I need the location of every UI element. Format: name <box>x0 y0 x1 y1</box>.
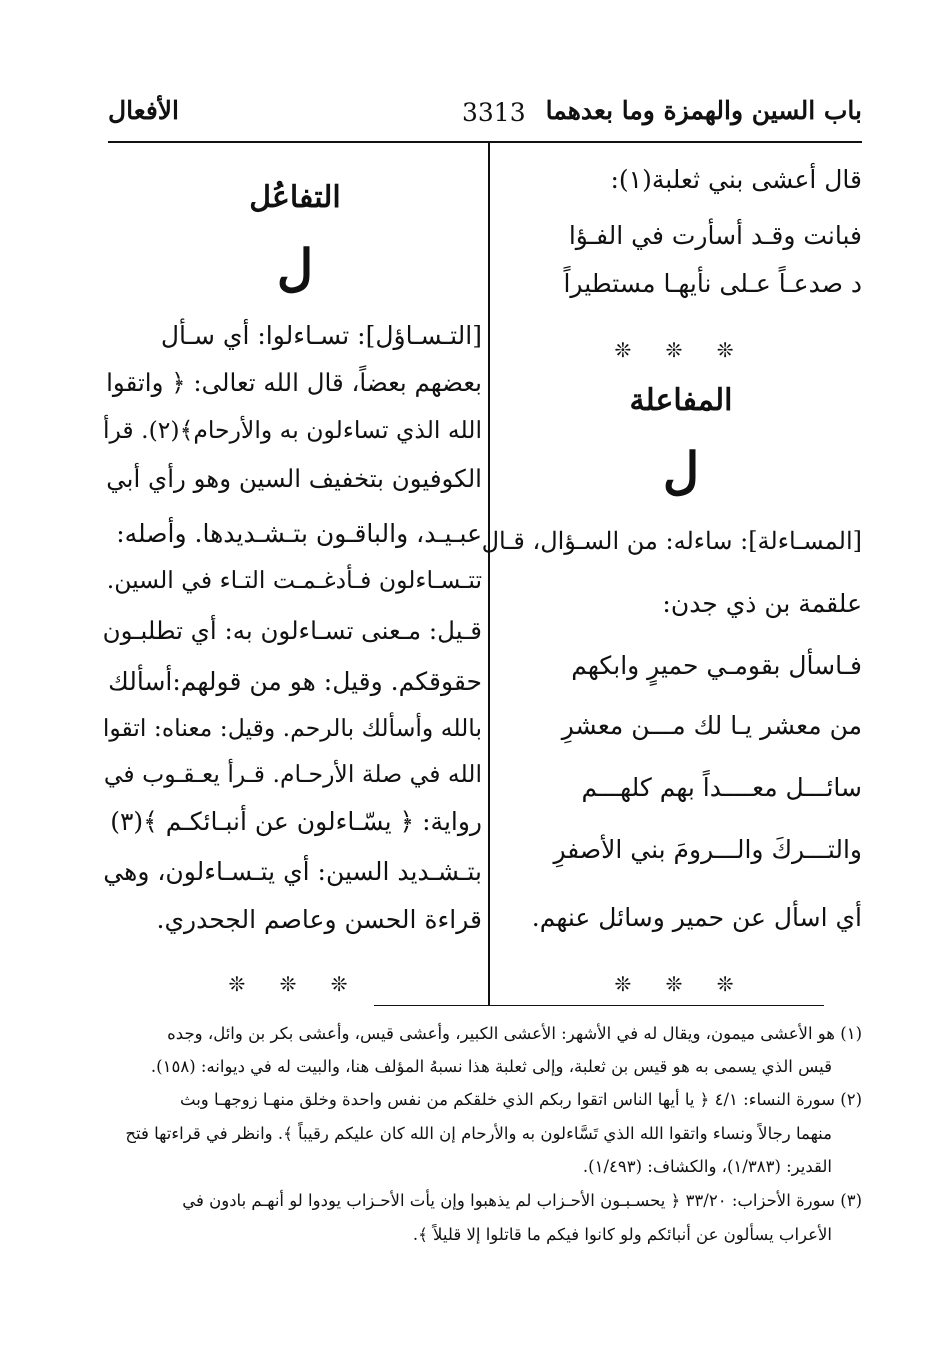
entry-line: قـيل: مـعنى تسـاءلون به: أي تطلبـون <box>102 616 482 645</box>
entry-line: علقمة بن ذي جدن: <box>662 589 862 618</box>
poem-verse: فبانت وقـد أسأرت في الفـؤا <box>568 221 862 250</box>
entry-line: أي اسأل عن حمير وسائل عنهم. <box>531 903 862 932</box>
footnote-line: (٢) سورة النساء: ٤/١ ﴿ يا أيها الناس اتقوا ربكم الذي خلقكم من نفس واحدة وخلق منهـا زوجهـا وبث <box>180 1090 862 1109</box>
intro-line: قال أعشى بني ثعلبة(١): <box>610 165 862 194</box>
poem-verse: سائـــل معــــداً بهم كلهـــم <box>581 773 862 802</box>
section-separator: ❊ ❊ ❊ <box>614 338 748 362</box>
page-header-section-title: الأفعال <box>108 96 179 125</box>
footnote-line: الأعراب يسألون عن أنبائكم ولو كانوا فيكم ما قاتلوا إلا قليلاً ﴾. <box>412 1225 832 1244</box>
section-letter: ل <box>276 238 314 297</box>
entry-line: عبـيـد، والباقـون بتـشـديدها. وأصله: <box>116 519 482 548</box>
section-letter: ل <box>662 441 700 500</box>
entry-line: بتـشـديد السين: أي يتـسـاءلون، وهي <box>103 857 482 886</box>
footnote-line: القدير: (١/٣٨٣)، والكشاف: (١/٤٩٣). <box>582 1157 832 1176</box>
section-heading: المفاعلة <box>629 383 733 418</box>
entry-line: تتـسـاءلون فـأدغـمـت التـاء في السين. <box>106 566 482 594</box>
poem-verse: والتـــركَ والـــرومَ بني الأصفرِ <box>553 835 862 864</box>
entry-line: [التـسـاؤل]: تسـاءلوا: أي سـأل <box>160 321 482 350</box>
poem-verse: من معشر يـا لك مـــن معشرِ <box>561 711 862 740</box>
page-number: 3313 <box>462 98 526 127</box>
entry-line: الكوفيون بتخفيف السين وهو رأي أبي <box>106 464 482 493</box>
page-header-chapter-title: باب السين والهمزة وما بعدهما <box>545 96 862 125</box>
entry-line: [المسـاءلة]: ساءله: من السـؤال، قـال <box>481 527 862 555</box>
entry-line: الله الذي تساءلون به والأرحام﴾(٢). قرأ <box>102 416 482 444</box>
footnote-line: قيس الذي يسمى به هو قيس بن ثعلبة، وإلى ثعلبة هذا نسبهُ المؤلف هنا، والبيت له في ديوانه: (١٥٨). <box>150 1057 832 1076</box>
entry-line: بالله وأسألك بالرحم. وقيل: معناه: اتقوا <box>102 714 482 742</box>
poem-verse: د صدعـاً عـلى نأيهـا مستطيراً <box>563 269 862 298</box>
footnote-rule <box>374 1005 824 1006</box>
section-separator: ❊ ❊ ❊ <box>228 972 362 996</box>
entry-line: الله في صلة الأرحـام. قـرأ يعـقـوب في <box>103 760 482 788</box>
footnote-line: (٣) سورة الأحزاب: ٣٣/٢٠ ﴿ يحسـبـون الأحـزاب لم يذهبوا وإن يأت الأحـزاب يودوا لو أنهـم بادون في <box>182 1191 862 1210</box>
poem-verse: فـاسأل بقومـي حميرٍ وابكهم <box>571 651 862 680</box>
section-heading: التفاعُل <box>249 180 341 215</box>
column-divider <box>488 143 490 1005</box>
footnote-line: منهما رجالاً ونساء واتقوا الله الذي تَسَّاءلون به والأرحام إن الله كان عليكم رقيباً ﴾. وانظر في قراءتها فتح <box>125 1124 832 1143</box>
entry-line: حقوقكم. وقيل: هو من قولهم:أسألك <box>108 667 482 696</box>
entry-line: رواية: ﴿ يسّـاءلون عن أنبـائكـم ﴾(٣) <box>110 807 482 836</box>
entry-line: بعضهم بعضاً، قال الله تعالى: ﴿ واتقوا <box>106 368 482 397</box>
footnote-line: (١) هو الأعشى ميمون، ويقال له في الأشهر: الأعشى الكبير، وأعشى قيس، وأعشى بكر بن وائل، وجده <box>167 1024 862 1043</box>
entry-line: قراءة الحسن وعاصم الجحدري. <box>156 905 482 934</box>
header-rule <box>108 141 862 143</box>
section-separator: ❊ ❊ ❊ <box>614 972 748 996</box>
